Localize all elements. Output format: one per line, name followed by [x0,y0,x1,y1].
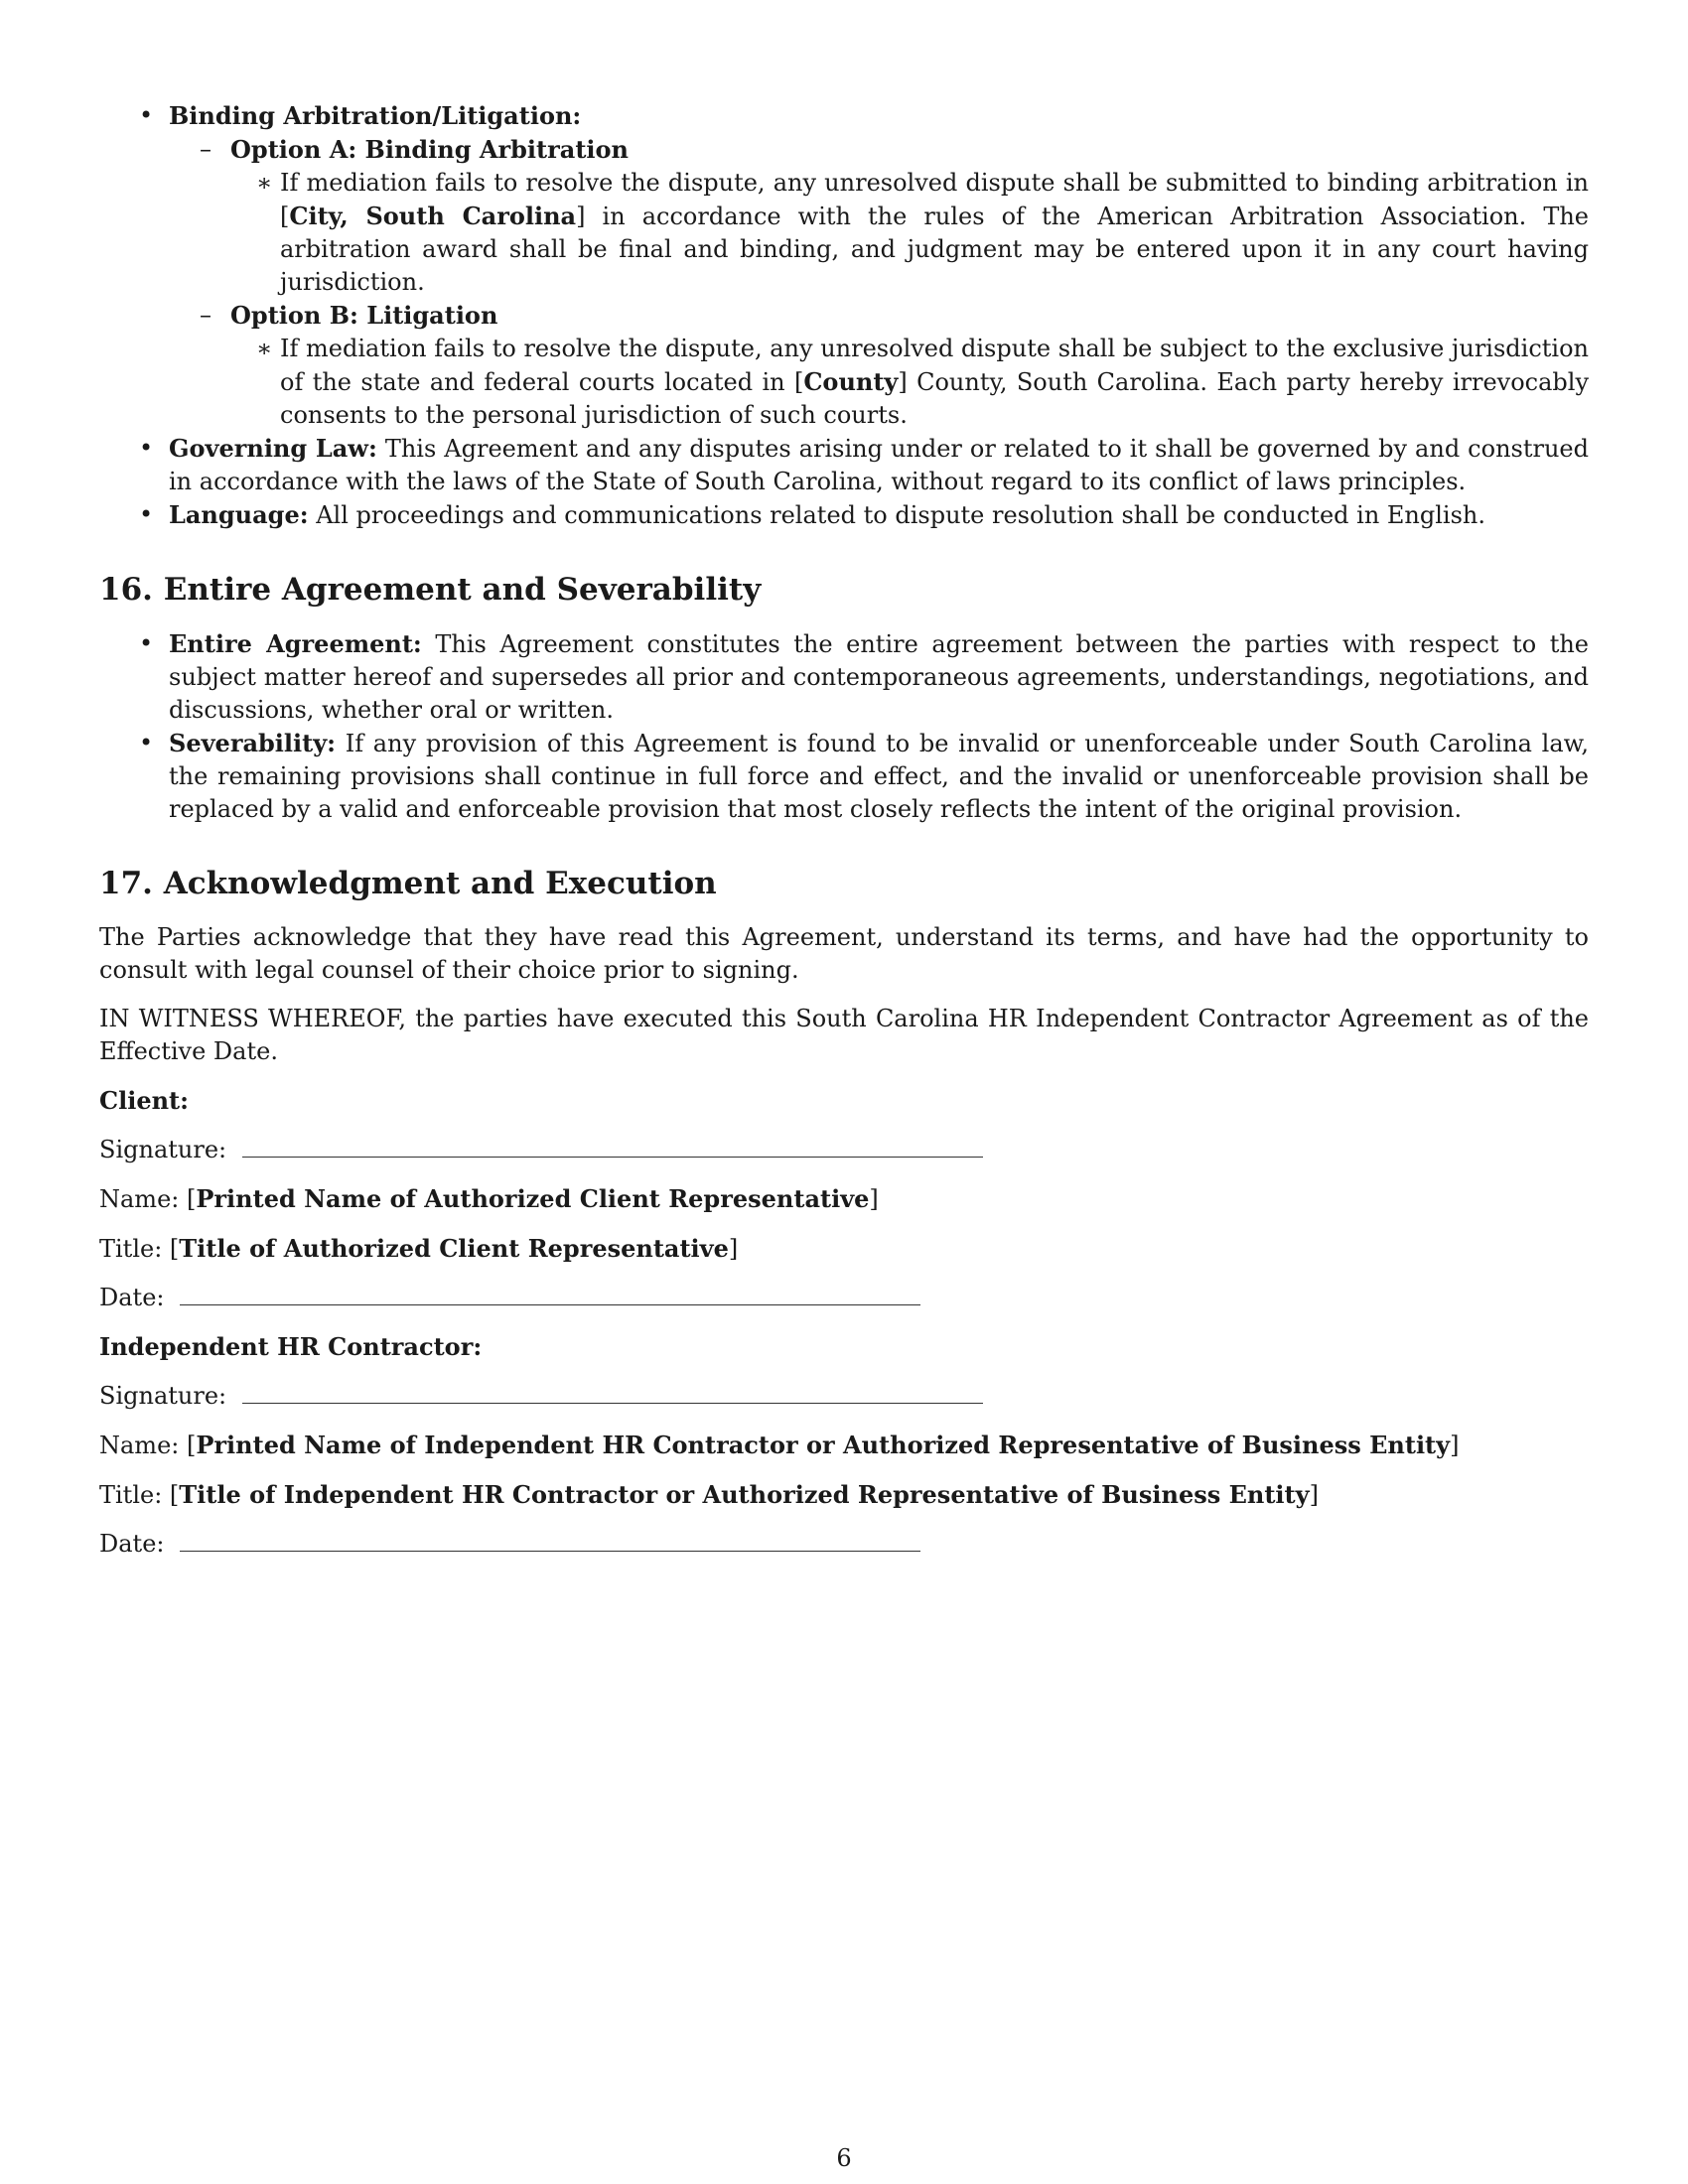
contractor-signature-row [99,1380,1589,1413]
section-17-heading: 17. Acknowledgment and Execution [99,866,717,901]
language-text: All proceedings and communications related to dispute resolution shall be conducted in English. [308,501,1485,529]
binding-options [169,133,1589,432]
contractor-signature-line[interactable] [242,1402,983,1404]
dispute-list [99,99,1589,532]
language-label: Language: [169,500,309,529]
contractor-date-label: Date: [99,1530,165,1558]
option-a-text-2: ] in accordance with the rules of the American Arbitration Association. The arbitration award shall be final and binding, and judgment may be entered upon it in any court having jurisdiction. [280,203,1589,296]
binding-item [99,99,1589,432]
language-item [99,498,1589,532]
severability-text: If any provision of this Agreement is found to be invalid or unenforceable under South Carolina law, the remaining provisions shall continue in full force and effect, and the invalid or unenforceable provision shall be replaced by a valid and enforceable provision that most closely reflects the intent of the original provision. [169,730,1589,823]
severability-item [99,727,1589,826]
contractor-title-label: Title: [99,1481,163,1509]
contractor-name-row: Name: [Printed Name of Independent HR Contractor or Authorized Representative of Business Entity] [99,1431,1460,1459]
city-placeholder: City, South Carolina [289,202,577,230]
contractor-title-row: Title: [Title of Independent HR Contractor or Authorized Representative of Business Entity] [99,1480,1319,1509]
contractor-signature-label: Signature: [99,1382,227,1410]
client-signature-label: Signature: [99,1136,227,1163]
client-title-row: Title: [Title of Authorized Client Representative] [99,1234,739,1263]
contractor-signature-block [99,1330,1589,1561]
page-number: 6 [836,2144,852,2172]
contractor-name-label: Name: [99,1432,180,1459]
option-a-text [230,167,1589,299]
contractor-heading-text: Independent HR Contractor: [99,1332,483,1361]
contractor-date-row [99,1528,1589,1561]
option-b-text-1: If mediation fails to resolve the dispute, any unresolved dispute shall be subject to the exclusive jurisdiction of the state and federal courts located in [ [280,335,1589,396]
client-name-placeholder: Printed Name of Authorized Client Representative [196,1184,870,1213]
option-b-item [169,299,1589,432]
contractor-heading [99,1330,1589,1364]
contractor-title-placeholder: Title of Independent HR Contractor or Authorized Representative of Business Entity [179,1480,1310,1509]
option-a-text-1: If mediation fails to resolve the dispute, any unresolved dispute shall be submitted to binding arbitration in [ [280,169,1589,230]
option-b-sublist [230,333,1589,432]
client-heading-text: Client: [99,1086,189,1115]
binding-label: Binding Arbitration/Litigation: [169,101,582,130]
client-date-row [99,1282,1589,1314]
client-title-placeholder: Title of Authorized Client Representative [179,1234,729,1263]
option-b-label: Option B: Litigation [230,301,498,330]
county-placeholder: County [803,367,899,396]
client-name-row: Name: [Printed Name of Authorized Client Representative] [99,1184,879,1213]
client-date-label: Date: [99,1284,165,1311]
governing-text: This Agreement and any disputes arising under or related to it shall be governed by and construed in accordance with the laws of the State of South Carolina, without regard to its conflict of laws principles. [169,435,1589,495]
contractor-date-line[interactable] [180,1550,920,1552]
client-name-label: Name: [99,1185,180,1213]
client-signature-line[interactable] [242,1156,983,1158]
entire-label: Entire Agreement: [169,629,422,658]
section-16-heading: 16. Entire Agreement and Severability [99,572,762,608]
entire-text: This Agreement constitutes the entire agreement between the parties with respect to the subject matter hereof and supersedes all prior and contemporaneous agreements, understandings, negotiations, and discussions, whether oral or written. [169,630,1589,724]
entire-agreement-item [99,627,1589,727]
witness-paragraph: IN WITNESS WHEREOF, the parties have executed this South Carolina HR Independent Contractor Agreement as of the Effective Date. [99,1005,1589,1065]
severability-label: Severability: [169,729,337,757]
client-signature-block [99,1084,1589,1314]
client-heading [99,1084,1589,1118]
option-a-item [169,133,1589,299]
governing-law-item [99,432,1589,498]
client-title-label: Title: [99,1235,163,1263]
governing-label: Governing Law: [169,434,377,463]
acknowledgment-paragraph: The Parties acknowledge that they have read this Agreement, understand its terms, and have had the opportunity to consult with legal counsel of their choice prior to signing. [99,923,1589,984]
client-signature-row [99,1134,1589,1166]
section-16-list [99,627,1589,826]
option-b-text [230,333,1589,432]
contractor-name-placeholder: Printed Name of Independent HR Contractor or Authorized Representative of Business Entity [196,1431,1451,1459]
option-a-sublist [230,167,1589,299]
option-b-text-2: ] County, South Carolina. Each party hereby irrevocably consents to the personal jurisdiction of such courts. [280,368,1590,429]
option-a-label: Option A: Binding Arbitration [230,135,629,164]
document-page [99,99,1589,1576]
client-date-line[interactable] [180,1303,920,1305]
